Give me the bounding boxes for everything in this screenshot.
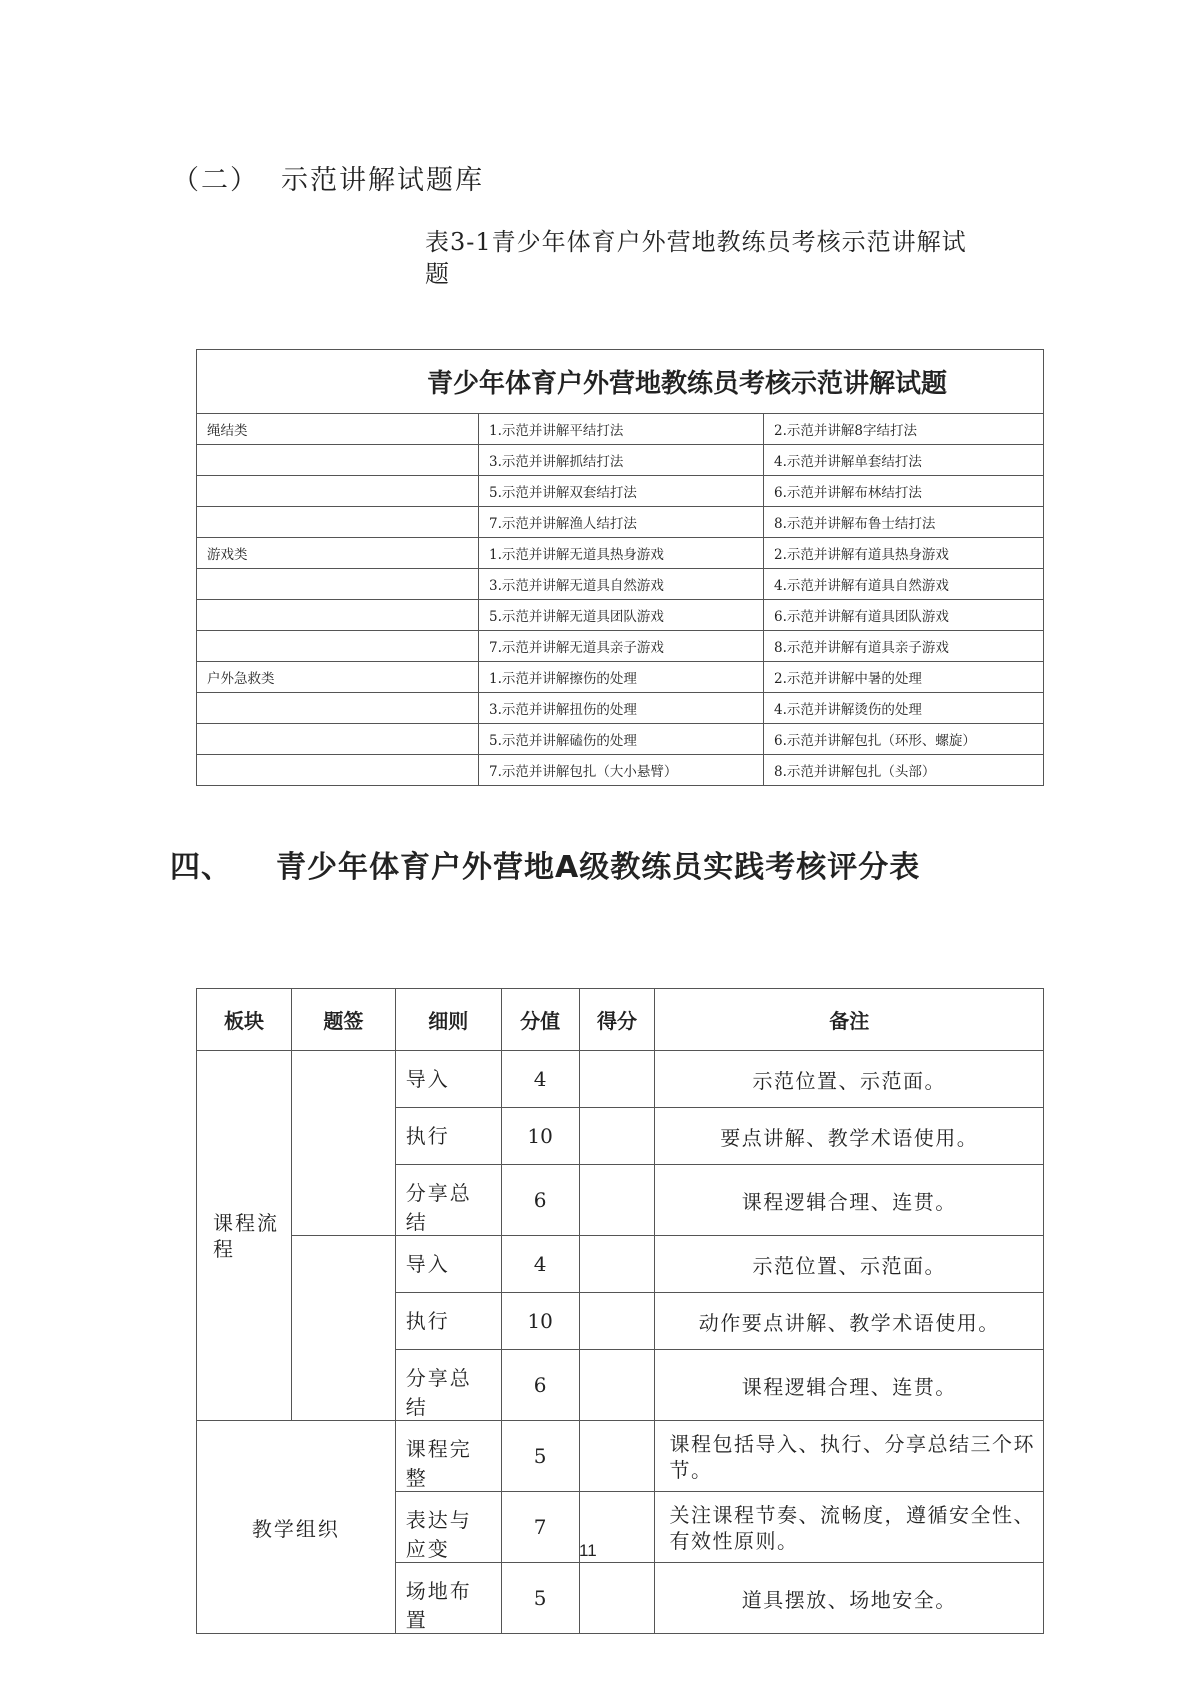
scoring-table: [196, 988, 1044, 1634]
ticket-cell: [291, 1051, 395, 1236]
detail-cell: 导入: [395, 1236, 501, 1293]
table-row: [197, 724, 1044, 755]
column-header: 分值: [501, 989, 579, 1051]
category-cell: [197, 724, 479, 755]
question-cell: 3.示范并讲解抓结打法: [479, 445, 764, 476]
category-cell: [197, 693, 479, 724]
note-cell: 示范位置、示范面。: [655, 1051, 1044, 1108]
score-value: 10: [501, 1293, 579, 1350]
detail-cell: 分享总结: [395, 1165, 501, 1236]
ticket-cell: [291, 1236, 395, 1421]
table-row: [197, 476, 1044, 507]
question-cell: 8.示范并讲解有道具亲子游戏: [764, 631, 1044, 662]
question-cell: 7.示范并讲解无道具亲子游戏: [479, 631, 764, 662]
block-cell: 教学组织: [197, 1421, 396, 1634]
question-cell: 3.示范并讲解扭伤的处理: [479, 693, 764, 724]
table-row: [197, 507, 1044, 538]
question-cell: 6.示范并讲解包扎（环形、螺旋）: [764, 724, 1044, 755]
score-input: [579, 1421, 655, 1492]
table-title: 青少年体育户外营地教练员考核示范讲解试题: [197, 350, 1044, 414]
column-header: 得分: [579, 989, 655, 1051]
question-cell: 7.示范并讲解渔人结打法: [479, 507, 764, 538]
column-header: 备注: [655, 989, 1044, 1051]
score-input: [579, 1108, 655, 1165]
detail-cell: 导入: [395, 1051, 501, 1108]
section-number: （二）: [172, 165, 259, 196]
note-cell: 示范位置、示范面。: [655, 1236, 1044, 1293]
note-cell: 课程逻辑合理、连贯。: [655, 1350, 1044, 1421]
category-cell: [197, 507, 479, 538]
score-input: [579, 1563, 655, 1634]
category-cell: [197, 569, 479, 600]
category-cell: 绳结类: [197, 414, 479, 445]
detail-cell: 分享总结: [395, 1350, 501, 1421]
table-row: [197, 600, 1044, 631]
table-row: [197, 538, 1044, 569]
question-cell: 2.示范并讲解中暑的处理: [764, 662, 1044, 693]
question-cell: 2.示范并讲解有道具热身游戏: [764, 538, 1044, 569]
question-cell: 3.示范并讲解无道具自然游戏: [479, 569, 764, 600]
score-input: [579, 1236, 655, 1293]
question-cell: 5.示范并讲解双套结打法: [479, 476, 764, 507]
score-input: [579, 1051, 655, 1108]
question-cell: 1.示范并讲解擦伤的处理: [479, 662, 764, 693]
detail-cell: 课程完整: [395, 1421, 501, 1492]
section-text: 示范讲解试题库: [281, 165, 484, 196]
question-cell: 2.示范并讲解8字结打法: [764, 414, 1044, 445]
section-title: [172, 158, 484, 197]
table-row: [197, 569, 1044, 600]
table-row: [197, 631, 1044, 662]
table-row: [197, 755, 1044, 786]
question-cell: 4.示范并讲解烫伤的处理: [764, 693, 1044, 724]
detail-cell: 执行: [395, 1108, 501, 1165]
question-cell: 5.示范并讲解磕伤的处理: [479, 724, 764, 755]
note-cell: 关注课程节奏、流畅度，遵循安全性、有效性原则。: [655, 1492, 1044, 1563]
score-input: [579, 1165, 655, 1236]
note-cell: 道具摆放、场地安全。: [655, 1563, 1044, 1634]
note-cell: 要点讲解、教学术语使用。: [655, 1108, 1044, 1165]
table-caption: 表3-1青少年体育户外营地教练员考核示范讲解试题: [425, 228, 967, 288]
category-cell: [197, 755, 479, 786]
score-value: 10: [501, 1108, 579, 1165]
column-header: 细则: [395, 989, 501, 1051]
table-row: [197, 1051, 1044, 1108]
detail-cell: 场地布置: [395, 1563, 501, 1634]
question-cell: 4.示范并讲解单套结打法: [764, 445, 1044, 476]
category-cell: [197, 631, 479, 662]
category-cell: 游戏类: [197, 538, 479, 569]
score-input: [579, 1350, 655, 1421]
detail-cell: 表达与应变: [395, 1492, 501, 1563]
question-cell: 6.示范并讲解布林结打法: [764, 476, 1044, 507]
category-cell: [197, 600, 479, 631]
heading-number: 四、: [170, 850, 232, 885]
demo-questions-table: [196, 349, 1044, 786]
table-row: [197, 1236, 1044, 1293]
question-cell: 1.示范并讲解无道具热身游戏: [479, 538, 764, 569]
column-header: 题签: [291, 989, 395, 1051]
question-cell: 8.示范并讲解包扎（头部）: [764, 755, 1044, 786]
question-cell: 5.示范并讲解无道具团队游戏: [479, 600, 764, 631]
question-cell: 1.示范并讲解平结打法: [479, 414, 764, 445]
column-header: 板块: [197, 989, 292, 1051]
block-cell: 课程流程: [197, 1051, 292, 1421]
category-cell: [197, 445, 479, 476]
page-number: 11: [579, 1541, 597, 1560]
category-cell: [197, 476, 479, 507]
detail-cell: 执行: [395, 1293, 501, 1350]
question-cell: 6.示范并讲解有道具团队游戏: [764, 600, 1044, 631]
score-value: 6: [501, 1350, 579, 1421]
table-row: [197, 445, 1044, 476]
question-cell: 8.示范并讲解布鲁士结打法: [764, 507, 1044, 538]
note-cell: 课程包括导入、执行、分享总结三个环节。: [655, 1421, 1044, 1492]
note-cell: 课程逻辑合理、连贯。: [655, 1165, 1044, 1236]
category-cell: 户外急救类: [197, 662, 479, 693]
table-row: [197, 662, 1044, 693]
table-row: [197, 414, 1044, 445]
section-heading-4: [170, 842, 920, 886]
score-value: 7: [501, 1492, 579, 1563]
heading-text: 青少年体育户外营地A级教练员实践考核评分表: [276, 850, 921, 885]
score-input: [579, 1293, 655, 1350]
score-value: 5: [501, 1421, 579, 1492]
score-value: 6: [501, 1165, 579, 1236]
question-cell: 7.示范并讲解包扎（大小悬臂）: [479, 755, 764, 786]
score-value: 4: [501, 1051, 579, 1108]
note-cell: 动作要点讲解、教学术语使用。: [655, 1293, 1044, 1350]
table-row: [197, 1421, 1044, 1492]
score-value: 5: [501, 1563, 579, 1634]
table-row: [197, 693, 1044, 724]
question-cell: 4.示范并讲解有道具自然游戏: [764, 569, 1044, 600]
score-value: 4: [501, 1236, 579, 1293]
